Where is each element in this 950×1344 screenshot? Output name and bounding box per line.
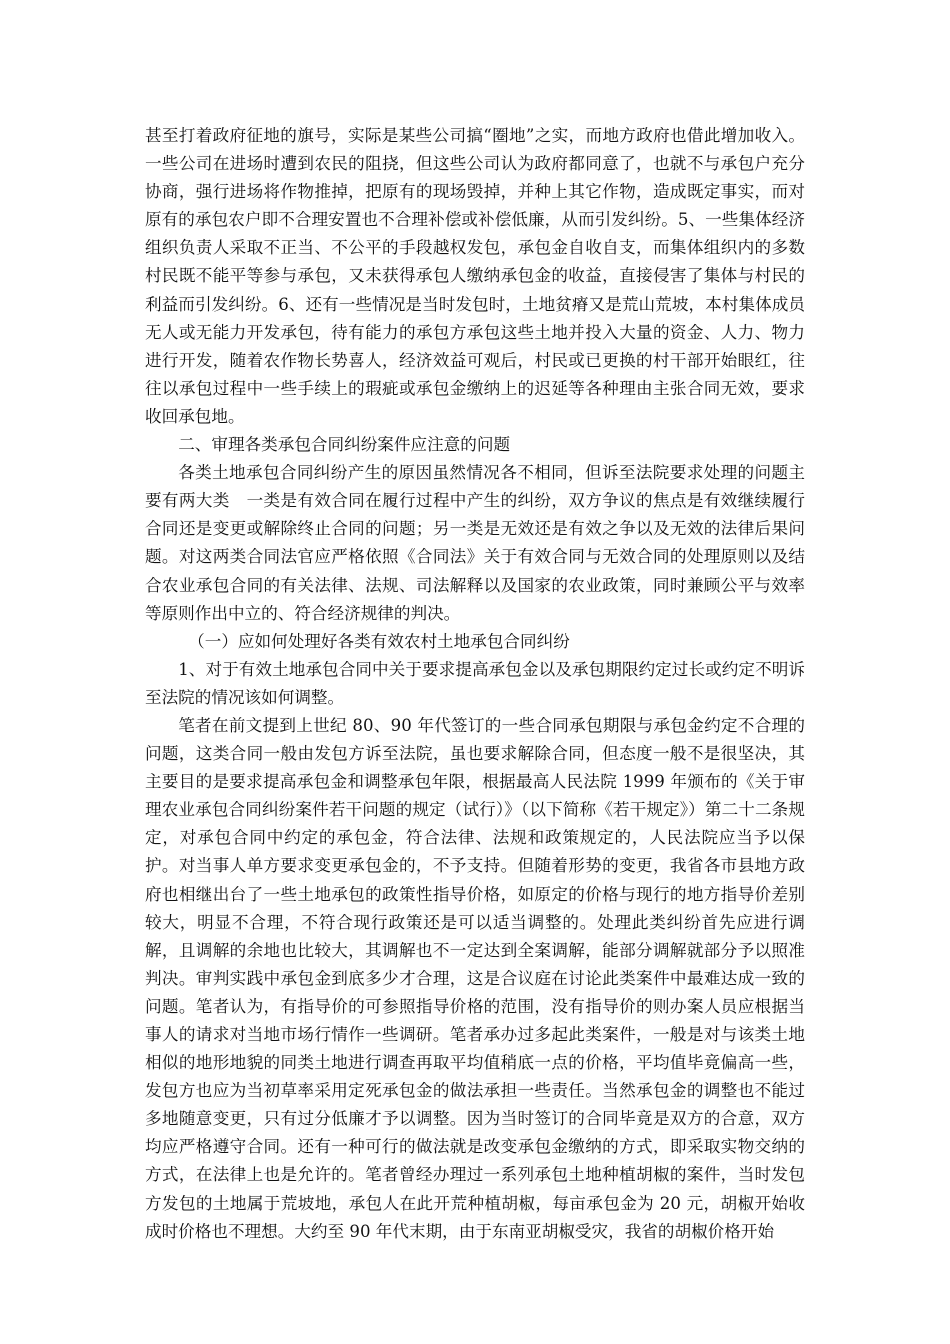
subsection-heading: （一）应如何处理好各类有效农村土地承包合同纠纷 xyxy=(188,631,570,651)
paragraph-discussion: 笔者在前文提到上世纪 80、90 年代签订的一些合同承包期限与承包金约定不合理的问题，这类合同一般由发包方诉至法院，虽也要求解除合同，但态度一般不是很坚决，其主要目的是要求提高承包金和调整承包年限，根据最高人民法院 1999 年颁布的《关于审理农业承包合同纠纷案件若干问题的规定（试行）》（以下简称《若干规定》）第二十二条规定，对承包合同中约定的承包金，符合法律、法规和政策规定的，人民法院应当予以保护。对当事人单方要求变更承包金的，不予支持。但随着形势的变更，我省各市县地方政府也相继出台了一些土地承包的政策性指导价格，如原定的价格与现行的地方指导价差别较大，明显不合理，不符合现行政策还是可以适当调整的。处理此类纠纷首先应进行调解，且调解的余地也比较大，其调解也不一定达到全案调解，能部分调解就部分予以照准判决。审判实践中承包金到底多少才合理，这是合议庭在讨论此类案件中最难达成一致的问题。笔者认为，有指导价的可参照指导价格的范围，没有指导价的则办案人员应根据当事人的请求对当地市场行情作一些调研。笔者承办过多起此类案件，一般是对与该类土地相似的地形地貌的同类土地进行调查再取平均值稍底一点的价格，平均值毕竟偏高一些，发包方也应为当初草率采用定死承包金的做法承担一些责任。当然承包金的调整也不能过多地随意变更，只有过分低廉才予以调整。因为当时签订的合同毕竟是双方的合意，双方均应严格遵守合同。还有一种可行的做法就是改变承包金缴纳的方式，即采取实物交纳的方式，在法律上也是允许的。笔者曾经办理过一系列承包土地种植胡椒的案件，当时发包方发包的土地属于荒坡地，承包人在此开荒种植胡椒，每亩承包金为 20 元，胡椒开始收成时价格也不理想。大约至 90 年代末期，由于东南亚胡椒受灾，我省的胡椒价格开始 xyxy=(145,715,805,1241)
paragraph-continuation: 甚至打着政府征地的旗号，实际是某些公司搞“圈地”之实，而地方政府也借此增加收入。一些公司在进场时遭到农民的阻挠，但这些公司认为政府都同意了，也就不与承包户充分协商，强行进场将作物推掉，把原有的现场毁掉，并种上其它作物，造成既定事实，而对原有的承包农户即不合理安置也不合理补偿或补偿低廉，从而引发纠纷。5、一些集体经济组织负责人采取不正当、不公平的手段越权发包，承包金自收自支，而集体组织内的多数村民既不能平等参与承包，又未获得承包人缴纳承包金的收益，直接侵害了集体与村民的利益而引发纠纷。6、还有一些情况是当时发包时，土地贫瘠又是荒山荒坡，本村集体成员无人或无能力开发承包，待有能力的承包方承包这些土地并投入大量的资金、人力、物力进行开发，随着农作物长势喜人，经济效益可观后，村民或已更换的村干部开始眼红，往往以承包过程中一些手续上的瑕疵或承包金缴纳上的迟延等各种理由主张合同无效，要求收回承包地。 xyxy=(145,126,805,426)
paragraph-point-1: 1、对于有效土地承包合同中关于要求提高承包金以及承包期限约定过长或约定不明诉至法院的情况该如何调整。 xyxy=(145,659,805,707)
document-page xyxy=(145,122,805,1246)
paragraph-overview: 各类土地承包合同纠纷产生的原因虽然情况各不相同，但诉至法院要求处理的问题主要有两大类 一类是有效合同在履行过程中产生的纠纷，双方争议的焦点是有效继续履行合同还是变更或解除终止合同的问题；另一类是无效还是有效之争以及无效的法律后果问题。对这两类合同法官应严格依照《合同法》关于有效合同与无效合同的处理原则以及结合农业承包合同的有关法律、法规、司法解释以及国家的农业政策，同时兼顾公平与效率等原则作出中立的、符合经济规律的判决。 xyxy=(145,463,805,623)
section-heading: 二、审理各类承包合同纠纷案件应注意的问题 xyxy=(178,435,511,455)
